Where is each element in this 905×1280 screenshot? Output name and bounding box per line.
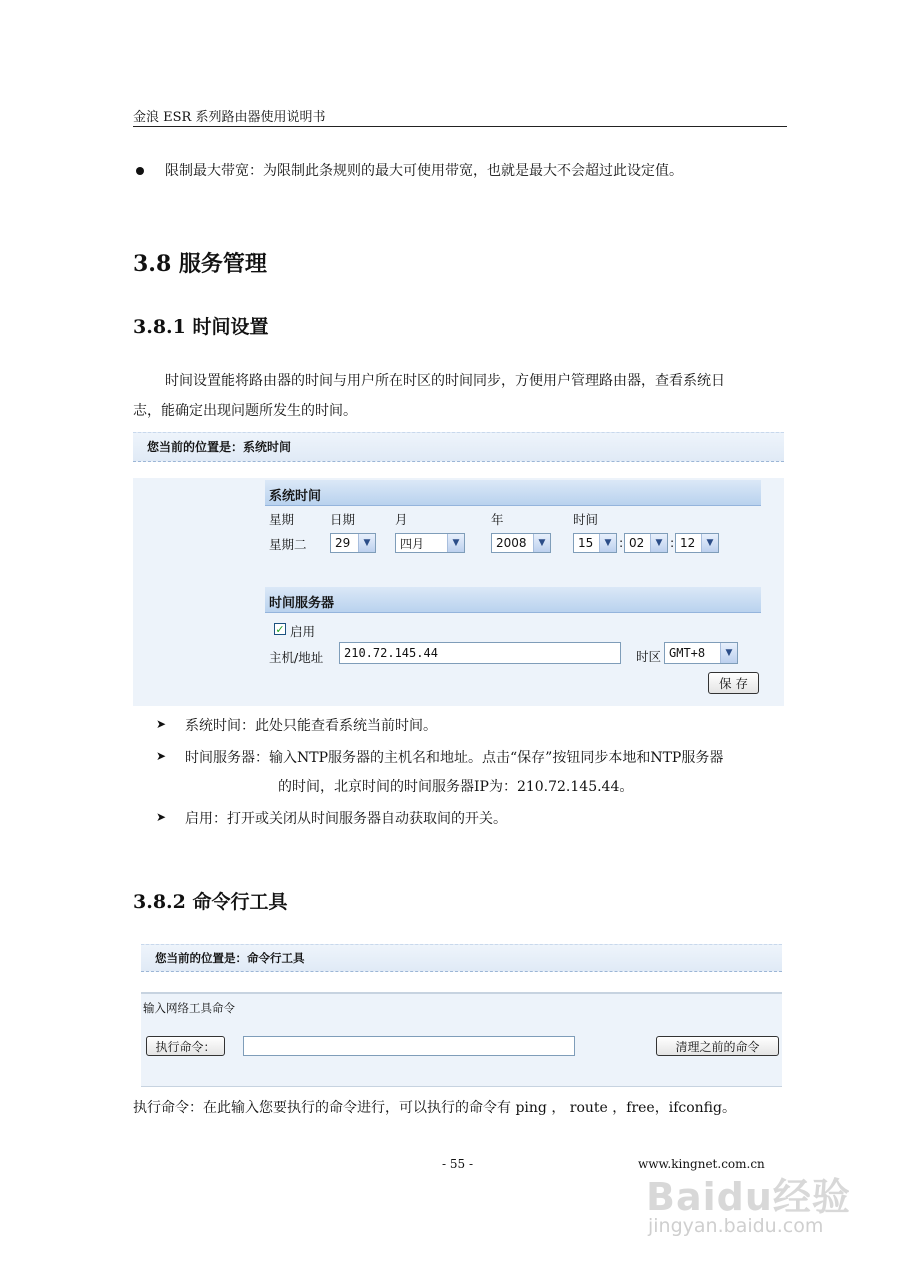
note-system-time: 系统时间：此处只能查看系统当前时间。 xyxy=(185,718,437,734)
command-input[interactable] xyxy=(243,1036,575,1056)
chevron-down-icon: ▼ xyxy=(650,534,667,552)
weekday-value: 星期二 xyxy=(269,537,307,552)
cmd-tool-panel xyxy=(141,992,782,1087)
day-select[interactable] xyxy=(330,533,376,553)
location-label: 您当前的位置是：系统时间 xyxy=(147,440,292,454)
arrow-right-icon: ➤ xyxy=(156,717,167,731)
document-header: 金浪 ESR 系列路由器使用说明书 xyxy=(133,110,326,125)
minute-value: 02 xyxy=(629,536,645,550)
time-settings-panel xyxy=(133,478,784,706)
timezone-value: GMT+8 xyxy=(669,646,706,660)
col-time-label: 时间 xyxy=(573,512,599,527)
time-separator: : xyxy=(619,535,624,550)
section-3-8-title: 3.8 服务管理 xyxy=(133,251,267,277)
arrow-right-icon: ➤ xyxy=(156,749,167,763)
chevron-down-icon: ▼ xyxy=(701,534,718,552)
col-month-label: 月 xyxy=(395,512,408,527)
timezone-label: 时区 xyxy=(636,649,662,664)
second-select[interactable] xyxy=(675,533,719,553)
time-separator: : xyxy=(670,535,675,550)
col-year-label: 年 xyxy=(491,512,504,527)
chevron-down-icon: ▼ xyxy=(533,534,550,552)
arrow-right-icon: ➤ xyxy=(156,810,167,824)
section-3-8-2-title: 3.8.2 命令行工具 xyxy=(133,891,288,913)
time-server-heading: 时间服务器 xyxy=(269,596,335,611)
cmd-description: 执行命令：在此输入您要执行的命令进行，可以执行的命令有 ping ， route ，free，ifconfig。 xyxy=(133,1100,736,1116)
watermark-logo: Baidu经验 xyxy=(646,1175,851,1219)
location-bar-time xyxy=(133,432,784,462)
exec-command-button[interactable]: 执行命令： xyxy=(146,1036,225,1056)
section-3-8-1-title: 3.8.1 时间设置 xyxy=(133,316,269,338)
hour-select[interactable] xyxy=(573,533,617,553)
clear-commands-button[interactable]: 清理之前的命令 xyxy=(656,1036,779,1056)
note-time-server-cont: 的时间，北京时间的时间服务器IP为：210.72.145.44。 xyxy=(278,779,634,795)
year-select[interactable] xyxy=(491,533,551,553)
chevron-down-icon: ▼ xyxy=(447,534,464,552)
year-value: 2008 xyxy=(496,536,527,550)
watermark-url: jingyan.baidu.com xyxy=(648,1215,824,1237)
header-rule xyxy=(133,126,787,127)
intro-bullet-text: 限制最大带宽：为限制此条规则的最大可使用带宽，也就是最大不会超过此设定值。 xyxy=(165,163,683,179)
second-value: 12 xyxy=(680,536,696,550)
month-select[interactable] xyxy=(395,533,465,553)
hour-value: 15 xyxy=(578,536,594,550)
month-value: 四月 xyxy=(400,536,425,551)
host-input[interactable]: 210.72.145.44 xyxy=(339,642,621,664)
day-value: 29 xyxy=(335,536,351,550)
enable-label: 启用 xyxy=(290,624,316,639)
timezone-select[interactable] xyxy=(664,642,738,664)
chevron-down-icon: ▼ xyxy=(720,643,737,663)
system-time-heading: 系统时间 xyxy=(269,489,322,504)
note-time-server: 时间服务器：输入NTP服务器的主机名和地址。点击“保存”按钮同步本地和NTP服务器 xyxy=(185,750,724,766)
col-week-label: 星期 xyxy=(269,512,295,527)
save-button[interactable]: 保 存 xyxy=(708,672,759,694)
location-bar-cmd xyxy=(141,944,782,972)
minute-select[interactable] xyxy=(624,533,668,553)
enable-checkbox[interactable] xyxy=(274,623,286,635)
time-para-line1: 时间设置能将路由器的时间与用户所在时区的时间同步，方便用户管理路由器，查看系统日 xyxy=(165,373,725,389)
checkbox-checked-icon: ✓ xyxy=(275,622,285,636)
chevron-down-icon: ▼ xyxy=(599,534,616,552)
note-enable: 启用：打开或关闭从时间服务器自动获取间的开关。 xyxy=(185,811,507,827)
bullet-dot-icon xyxy=(136,167,144,175)
col-day-label: 日期 xyxy=(330,512,356,527)
location-label: 您当前的位置是：命令行工具 xyxy=(155,951,305,965)
system-time-header xyxy=(265,480,761,506)
time-server-header xyxy=(265,587,761,613)
time-para-line2: 志，能确定出现问题所发生的时间。 xyxy=(133,403,357,419)
footer-url: www.kingnet.com.cn xyxy=(638,1157,765,1171)
cmd-panel-title: 输入网络工具命令 xyxy=(143,1001,235,1015)
page-number: - 55 - xyxy=(442,1157,474,1171)
host-label: 主机/地址 xyxy=(269,650,324,665)
chevron-down-icon: ▼ xyxy=(358,534,375,552)
